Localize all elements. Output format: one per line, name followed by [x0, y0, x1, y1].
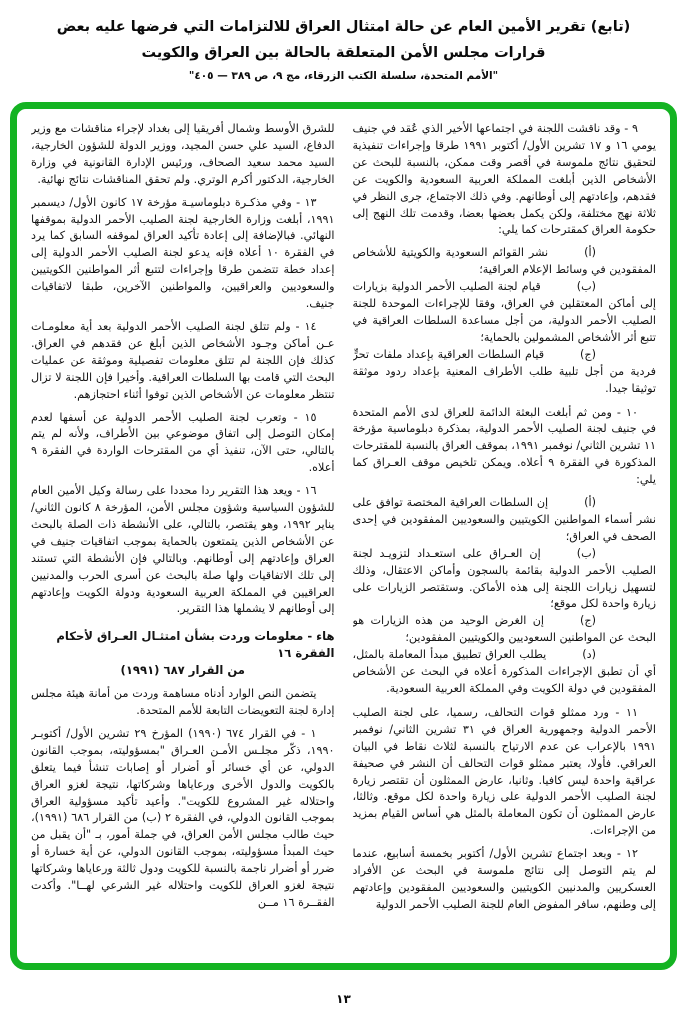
secretariat-note: يتضمن النص الوارد أدناه مساهمة وردت من أمانة هيئة مجلس إدارة لجنة التعويضات التابعة للأمم المتحدة.	[31, 687, 335, 717]
item-letter: (أ)	[584, 496, 596, 510]
column-first-right	[353, 121, 657, 931]
item-letter: (ج)	[580, 347, 596, 361]
item-text: يطلب العراق تطبيق مبدأ المعاملة بالمثل، أي أن تطبق الإجراءات المذكورة أعلاه في البحث عن الأشخاص المفقودين في دولة الكويت وفي المملكة العربية السعودية.	[352, 648, 656, 695]
document-header	[0, 0, 687, 82]
item-text: نشر القوائم السعودية والكويتية للأشخاص المفقودين في وسائط الإعلام العراقية؛	[352, 246, 656, 277]
paragraph-10: ١٠ - ومن ثم أبلغت البعثة الدائمة للعراق لدى الأمم المتحدة في جنيف لجنة الصليب الأحمر الدولية، بمذكرة دبلوماسية مؤرخة ١١ تشرين الثاني/ نوفمبر ١٩٩١، بموقف العراق بالنسبة للمقترحات المذكورة في الفقرة ٩ أعلاه. ويمكن تلخيص موقف العـراق كما يلي:	[352, 405, 656, 487]
two-column-layout	[17, 109, 670, 941]
list-item-10c	[353, 613, 657, 647]
item-text: إن الغرض الوحيد من هذه الزيارات هو البحث عن المواطنين السعوديين والكويتيين المفقودين؛	[352, 614, 656, 645]
item-letter: (أ)	[584, 246, 596, 260]
green-border-content-box	[10, 102, 677, 970]
paragraph-11: ١١ - ورد ممثلو قوات التحالف، رسميا، على لجنة الصليب الأحمر الدولية وجمهورية العراق في ٣١ تشرين الثاني/ نوفمبر ١٩٩١ بالإعراب عن عدم الارتياح بالنسبة لثلاث نقاط في البيان العراقي. فأولا، يعتبر ممثلو قوات التحالف أن النشر في صحيفة عراقية واحدة ليس كافيا. وثانيا، عارض الممثلون أن تقتصر زيارة لجنة الصليب الأحمر الدولية على زيارة واحدة لكل موقع. وثالثا، عارض الممثلون أن تكون المعاملة بالمثل هي أساس القيام بمزيد من الإجراءات.	[352, 705, 656, 838]
item-text: قيام السلطات العراقية بإعداد ملفات تحرٍّ فردية من أجل تلبية طلب الأطراف المعنية بإعداد ردود موثقة توثيقا جيدا.	[352, 347, 656, 395]
paragraph-9: ٩ - وقد ناقشت اللجنة في اجتماعها الأخير الذي عُقد في جنيف يومي ١٦ و ١٧ تشرين الأول/ أكتوبر ١٩٩١ طرقا وإجراءات تنفيذية لتحقيق نتائج ملموسة في أقصر وقت ممكن، بالنسبة للبحث عن الأشخاص الذين أبلغت المملكة العربية السعودية والكويت عن فقدهم، وإعادتهم إلى أوطانهم. وفي ذلك الاجتماع، جرى النظر في ثلاثة نهج مختلفة، ولكن يكمل بعضها بعضا، وقدمت تلك النهج إلى حكومة العراق كمقترحات كما يلي:	[352, 122, 656, 237]
list-item-9c	[353, 347, 657, 398]
item-letter: (ج)	[580, 614, 596, 628]
item-text: إن السلطات العراقية المختصة توافق على نشر أسماء المواطنين الكويتيين والسعوديين المفقودين في إحدى الصحف في العراق؛	[352, 496, 656, 543]
section-heading-haa	[31, 628, 335, 679]
paragraph-12-continuation: للشرق الأوسط وشمال أفريقيا إلى بغداد لإجراء مناقشات مع وزير الدفاع، السيد علي حسن المجيد، ووزير الدولة للشؤون الخارجية، السيد محمد سعيد الصحاف، ورئيس الإدارة القانونية في وزارة الخارجية، الدكتور أكرم الوتري. ولم تحقق المناقشات نتائج نهائية.	[31, 122, 335, 186]
item-letter: (ب)	[576, 546, 596, 560]
column-second-left	[31, 121, 335, 931]
list-item-10d	[353, 647, 657, 698]
paragraph-1-resolution-674: ١ - في القرار ٦٧٤ (١٩٩٠) المؤرخ ٢٩ تشرين الأول/ أكتوبـر ١٩٩٠، ذكّر مجلـس الأمـن العـراق "بمسؤوليته، بموجب القانون الدولي، عن أي خسائر أو أضرار أو إصابات تنشأ فيما يتعلق بالكويت والدول الأخرى ورعاياها وشركاتها، نتيجة لغزو العراق واحتلاله غير المشروع للكويت". وأعيد تأكيد مسؤولية العراق بموجب القانون الدولي، في الفقرة ٢ (ب) من القرار ٦٨٦ (١٩٩١)، حيث طالب مجلس الأمن العراق، في جملة أمور، بـ "أن يقبل من حيث المبدأ مسؤوليته، بموجب القانون الدولي، عن أية خسارة أو ضرر أو أضرار ناجمة بالنسبة للكويت ودول ثالثة ورعاياها وشركاتها نتيجة لغزو العراق للكويت واحتلاله غير الشرعي لهــا". وأكدت الفقــرة ١٦ مــن	[31, 726, 335, 909]
item-letter: (د)	[582, 648, 596, 662]
page-number: ١٣	[336, 992, 351, 1006]
source-citation: "الأمم المتحدة، سلسلة الكتب الزرقاء، مج ٩، ص ٣٨٩ — ٤٠٥"	[188, 70, 499, 82]
report-title-line2: قرارات مجلس الأمن المتعلقة بالحالة بين العراق والكويت	[141, 45, 546, 61]
item-text: إن العـراق على استعـداد لتزويـد لجنة الصليب الأحمر الدولية بقائمة بالسجون وأماكن الاعتقال، وذلك لتسهيل زيارات اللجنة إلى هذه الأماكن. وستقتصر الزيارات على زيارة واحدة لكل موقع؛	[352, 546, 656, 611]
section-heading-line2: من القرار ٦٨٧ (١٩٩١)	[120, 663, 245, 678]
section-heading-line1: هاء - معلومات وردت بشأن امتثـال العـراق لأحكام الفقرة ١٦	[56, 629, 335, 661]
report-title-line1: (تابع) تقرير الأمين العام عن حالة امتثال العراق للالتزامات التي فرضها عليه بعض	[56, 19, 631, 35]
paragraph-13: ١٣ - وفي مذكـرة دبلوماسيـة مؤرخة ١٧ كانون الأول/ ديسمبر ١٩٩١، أبلغت وزارة الخارجية لجنة الصليب الأحمر الدولية بموقفها النهائي. فبالإضافة إلى إعادة تأكيد العراق لموقفه السابق كما يرد في الفقرة ١٠ أعلاه فإنه يدعو لجنة الصليب الأحمر الدولية إلى إعداد خطة تتضمن طرقا وإجراءات لتتبع أثر المواطنين الكويتيين والسعوديين والعراقيين، والمواطنين الآخرين، طبقا لاتفاقيات جنيف.	[31, 195, 335, 311]
paragraph-15: ١٥ - وتعرب لجنة الصليب الأحمر الدولية عن أسفها لعدم إمكان التوصل إلى اتفاق موضوعي بين الأطراف، ولأنه لم يتم بالتالي، حتى الآن، تنفيذ أي من المقترحات الواردة في الفقرة ٩ أعلاه.	[31, 410, 335, 475]
list-item-10a	[353, 495, 657, 546]
paragraph-14: ١٤ - ولم تتلق لجنة الصليب الأحمر الدولية بعد أية معلومـات عـن أماكن وجـود الأشخاص الذين أبلغ عن فقدهم في العراق. كذلك فإن اللجنة لم تتلق معلومات تفصيلية وموثقة عن عمليات البحث التي قامت بها السلطات العراقية. وأخيرا فإن اللجنة لا تزال تنتظر معلومات عن الأشخاص الذين توفوا أثناء احتجازهم.	[31, 319, 335, 401]
list-item-9b	[353, 279, 657, 347]
list-item-9a	[353, 245, 657, 279]
list-item-10b	[353, 546, 657, 614]
item-text: قيام لجنة الصليب الأحمر الدولية بزيارات إلى أماكن المعتقلين في العراق، وفقا للإجراءات الموحدة للجنة الصليب الأحمر الدولية، من أجل مساعدة السلطات العراقية في تتبع أثر الأشخاص المشمولين بالحماية؛	[352, 280, 656, 344]
item-letter: (ب)	[576, 280, 596, 294]
paragraph-12: ١٢ - وبعد اجتماع تشرين الأول/ أكتوبر بخمسة أسابيع، عندما لم يتم التوصل إلى نتائج ملموسة في البحث عن الأفراد العسكريين والمدنيين الكويتيين والسعوديين المفقودين وإعادتهم إلى وطنهم، سافر المفوض العام للجنة الصليب الأحمر الدولية	[352, 847, 656, 911]
paragraph-16: ١٦ - ويعد هذا التقرير ردا محددا على رسالة وكيل الأمين العام للشؤون السياسية وشؤون مجلس الأمن، المؤرخة ٨ كانون الثاني/ يناير ١٩٩٢، وهو يقتصر، بالتالي، على الأنشطة ذات الصلة بالبحث عن الأشخاص الذين يتمتعون بالحماية بموجب اتفاقيات جنيف في العراق وإعادتهم إلى أوطانهم. وبالتالي فإن الأنشطة التي تستند إلى تلك الاتفاقيات ولها صلة بالبحث عن أسرى الحرب والمدنيين العراقيين في المملكة العربية السعودية ودولة الكويت وإعادتهم إلى أوطانهم لا يشملها هذا التقرير.	[31, 484, 335, 616]
